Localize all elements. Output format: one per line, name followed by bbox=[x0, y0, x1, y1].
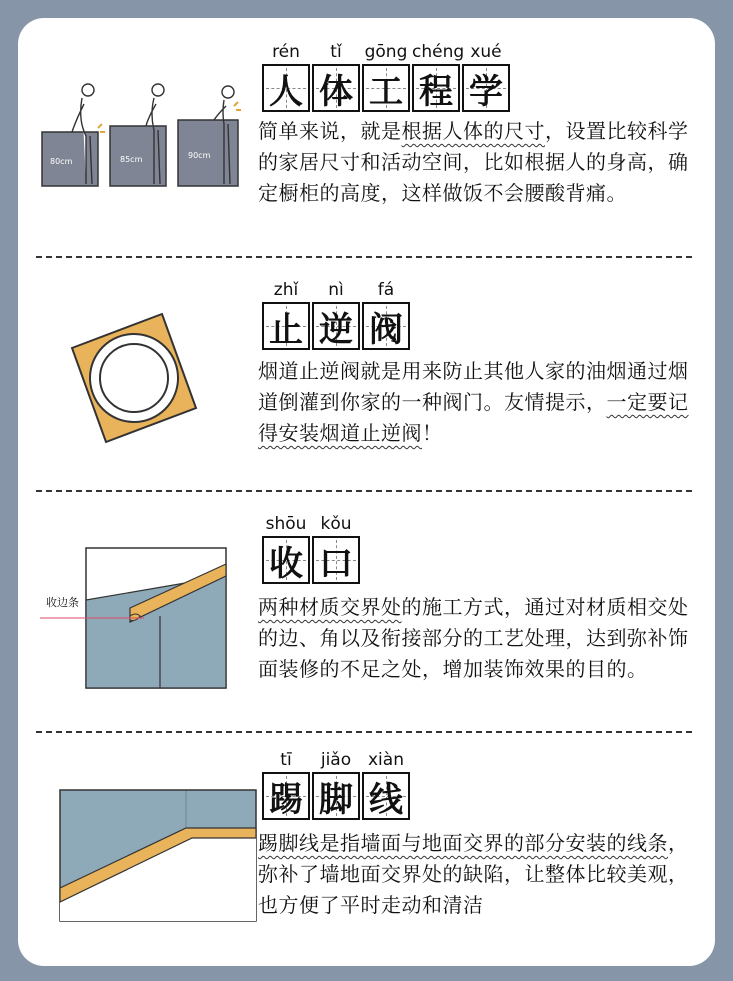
pinyin-syllable: shōu bbox=[265, 514, 307, 534]
title-char: 脚 bbox=[312, 772, 360, 820]
ergonomics-illustration bbox=[38, 80, 248, 190]
title-char: 踢 bbox=[262, 772, 310, 820]
pinyin-syllable: kǒu bbox=[320, 514, 352, 534]
check-valve-illustration bbox=[66, 308, 206, 448]
title-char: 逆 bbox=[312, 302, 360, 350]
title-char: 线 bbox=[362, 772, 410, 820]
title-char: 程 bbox=[412, 64, 460, 112]
pinyin-syllable: nì bbox=[328, 280, 344, 300]
height-label-80: 80cm bbox=[50, 157, 73, 166]
skirting-illustration bbox=[58, 788, 258, 923]
divider bbox=[36, 256, 692, 258]
pinyin-syllable: xiàn bbox=[368, 750, 404, 770]
title-char: 体 bbox=[312, 64, 360, 112]
info-card bbox=[18, 18, 715, 966]
section-description: 踢脚线是指墙面与地面交界的部分安装的线条，弥补了墙地面交界处的缺陷，让整体比较美观，也方便了平时走动和清洁 bbox=[258, 831, 689, 917]
divider bbox=[36, 490, 692, 492]
title-char: 收 bbox=[262, 536, 310, 584]
divider bbox=[36, 731, 692, 733]
pinyin-syllable: tī bbox=[280, 750, 292, 770]
height-label-85: 85cm bbox=[120, 155, 143, 164]
height-label-90: 90cm bbox=[188, 151, 211, 160]
title-char: 工 bbox=[362, 64, 410, 112]
pinyin-syllable: jiǎo bbox=[320, 750, 352, 770]
pinyin-syllable: rén bbox=[272, 42, 300, 62]
pinyin-syllable: gōng bbox=[364, 42, 408, 62]
section-description: 烟道止逆阀就是用来防止其他人家的油烟通过烟道倒灌到你家的一种阀门。友情提示，一定要记得安装烟道止逆阀！ bbox=[258, 359, 689, 445]
section-title bbox=[262, 772, 410, 824]
section-description: 简单来说，就是根据人体的尺寸，设置比较科学的家居尺寸和活动空间，比如根据人的身高，确定橱柜的高度，这样做饭不会腰酸背痛。 bbox=[258, 119, 689, 205]
pinyin-syllable: chéng bbox=[412, 42, 465, 62]
pinyin-syllable: xué bbox=[470, 42, 502, 62]
section-title bbox=[262, 536, 360, 588]
section-description: 两种材质交界处的施工方式，通过对材质相交处的边、角以及衔接部分的工艺处理，达到弥补饰面装修的不足之处，增加装饰效果的目的。 bbox=[258, 595, 689, 681]
section-title bbox=[262, 64, 510, 116]
pinyin-syllable: fá bbox=[377, 280, 395, 300]
title-char: 口 bbox=[312, 536, 360, 584]
pinyin-syllable: zhǐ bbox=[273, 280, 299, 300]
section-title bbox=[262, 302, 410, 354]
title-char: 人 bbox=[262, 64, 310, 112]
title-char: 阀 bbox=[362, 302, 410, 350]
title-char: 学 bbox=[462, 64, 510, 112]
edge-trim-illustration bbox=[40, 546, 230, 691]
title-char: 止 bbox=[262, 302, 310, 350]
pinyin-syllable: tǐ bbox=[330, 42, 342, 62]
trim-label: 收边条 bbox=[46, 596, 79, 609]
